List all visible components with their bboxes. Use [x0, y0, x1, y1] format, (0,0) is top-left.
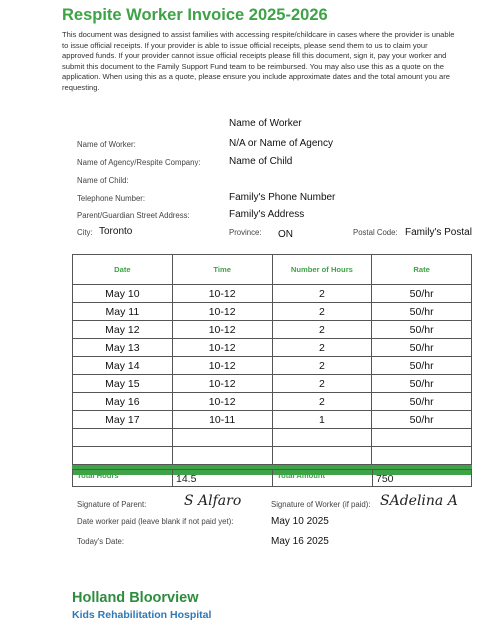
- table-row-empty: [73, 447, 472, 465]
- cell-hours[interactable]: 2: [272, 357, 372, 375]
- agency-value[interactable]: N/A or Name of Agency: [229, 138, 333, 149]
- totals-row: [72, 469, 472, 487]
- address-value[interactable]: Family's Address: [229, 209, 305, 220]
- cell-hours[interactable]: 2: [272, 393, 372, 411]
- table-row: [73, 393, 472, 411]
- today-date-label: Today's Date:: [77, 537, 124, 546]
- cell-empty[interactable]: [73, 429, 173, 447]
- table-row: [73, 321, 472, 339]
- header-date: Date: [73, 255, 173, 285]
- table-row: [73, 375, 472, 393]
- table-header-row: [73, 255, 472, 285]
- cell-empty[interactable]: [372, 447, 472, 465]
- cell-time[interactable]: 10-11: [172, 411, 272, 429]
- postal-value[interactable]: Family's Postal: [405, 227, 472, 238]
- cell-rate[interactable]: 50/hr: [372, 375, 472, 393]
- table-row: [73, 285, 472, 303]
- worker-signature-label: Signature of Worker (if paid):: [271, 500, 371, 509]
- cell-date[interactable]: May 17: [73, 411, 173, 429]
- header-hours: Number of Hours: [272, 255, 372, 285]
- phone-label: Telephone Number:: [77, 194, 146, 203]
- total-amount-value[interactable]: 750: [376, 473, 394, 485]
- cell-rate[interactable]: 50/hr: [372, 285, 472, 303]
- cell-time[interactable]: 10-12: [172, 321, 272, 339]
- total-hours-value-cell[interactable]: [172, 469, 273, 487]
- total-amount-label-cell: [272, 469, 373, 487]
- table-row: [73, 339, 472, 357]
- city-value[interactable]: Toronto: [99, 226, 133, 237]
- agency-label: Name of Agency/Respite Company:: [77, 158, 201, 167]
- cell-hours[interactable]: 2: [272, 339, 372, 357]
- parent-signature[interactable]: S Alfaro: [184, 493, 242, 509]
- cell-empty[interactable]: [272, 447, 372, 465]
- table-row: [73, 357, 472, 375]
- cell-hours[interactable]: 2: [272, 321, 372, 339]
- cell-hours[interactable]: 2: [272, 303, 372, 321]
- cell-date[interactable]: May 16: [73, 393, 173, 411]
- parent-signature-label: Signature of Parent:: [77, 500, 147, 509]
- cell-date[interactable]: May 15: [73, 375, 173, 393]
- header-rate: Rate: [372, 255, 472, 285]
- total-amount-label: Total Amount: [277, 471, 326, 480]
- cell-date[interactable]: May 12: [73, 321, 173, 339]
- cell-time[interactable]: 10-12: [172, 303, 272, 321]
- header-time: Time: [172, 255, 272, 285]
- cell-empty[interactable]: [172, 447, 272, 465]
- logo-hospital-name: Holland Bloorview: [72, 590, 199, 606]
- cell-date[interactable]: May 13: [73, 339, 173, 357]
- table-row: [73, 411, 472, 429]
- cell-empty[interactable]: [172, 429, 272, 447]
- cell-rate[interactable]: 50/hr: [372, 393, 472, 411]
- phone-value[interactable]: Family's Phone Number: [229, 192, 336, 203]
- cell-rate[interactable]: 50/hr: [372, 411, 472, 429]
- cell-empty[interactable]: [372, 429, 472, 447]
- worker-name-value[interactable]: Name of Worker: [229, 118, 302, 129]
- cell-empty[interactable]: [272, 429, 372, 447]
- child-name-label: Name of Child:: [77, 176, 129, 185]
- total-hours-label-cell: [72, 469, 173, 487]
- cell-hours[interactable]: 2: [272, 285, 372, 303]
- worker-signature[interactable]: SAdelina A: [380, 493, 458, 509]
- invoice-table: [72, 254, 472, 475]
- cell-empty[interactable]: [73, 447, 173, 465]
- table-row-empty: [73, 429, 472, 447]
- table-row: [73, 303, 472, 321]
- cell-time[interactable]: 10-12: [172, 393, 272, 411]
- cell-hours[interactable]: 1: [272, 411, 372, 429]
- province-value[interactable]: ON: [278, 229, 293, 240]
- cell-date[interactable]: May 14: [73, 357, 173, 375]
- total-amount-value-cell[interactable]: [372, 469, 472, 487]
- cell-time[interactable]: 10-12: [172, 357, 272, 375]
- city-label: City:: [77, 228, 93, 237]
- postal-label: Postal Code:: [353, 228, 398, 237]
- cell-rate[interactable]: 50/hr: [372, 321, 472, 339]
- total-hours-label: Total Hours: [77, 471, 119, 480]
- total-hours-value[interactable]: 14.5: [176, 473, 197, 485]
- worker-name-label: Name of Worker:: [77, 140, 136, 149]
- cell-date[interactable]: May 10: [73, 285, 173, 303]
- cell-date[interactable]: May 11: [73, 303, 173, 321]
- cell-time[interactable]: 10-12: [172, 285, 272, 303]
- address-label: Parent/Guardian Street Address:: [77, 211, 190, 220]
- date-paid-label: Date worker paid (leave blank if not paid yet):: [77, 517, 234, 526]
- today-date-value[interactable]: May 16 2025: [271, 536, 329, 547]
- cell-rate[interactable]: 50/hr: [372, 339, 472, 357]
- child-name-value[interactable]: Name of Child: [229, 156, 293, 167]
- cell-time[interactable]: 10-12: [172, 339, 272, 357]
- date-paid-value[interactable]: May 10 2025: [271, 516, 329, 527]
- province-label: Province:: [229, 228, 262, 237]
- cell-rate[interactable]: 50/hr: [372, 357, 472, 375]
- cell-rate[interactable]: 50/hr: [372, 303, 472, 321]
- cell-hours[interactable]: 2: [272, 375, 372, 393]
- intro-text: This document was designed to assist families with accessing respite/childcare in cases where the provider is unable to issue official receipts. If your provider is able to issue official receipts, please send them to us to claim your approved funds. If your provider cannot issue official receipts please fill this document, sign it, pay your worker and submit this document to the Family Support Fund team to be reimbursed. You may also use this as a quote on the application. When using this as a quote, please ensure you include approximate dates and the total amount you are requesting.: [62, 30, 455, 92]
- logo-hospital-subtitle: Kids Rehabilitation Hospital: [72, 609, 212, 621]
- page-title: Respite Worker Invoice 2025-2026: [62, 6, 328, 24]
- cell-time[interactable]: 10-12: [172, 375, 272, 393]
